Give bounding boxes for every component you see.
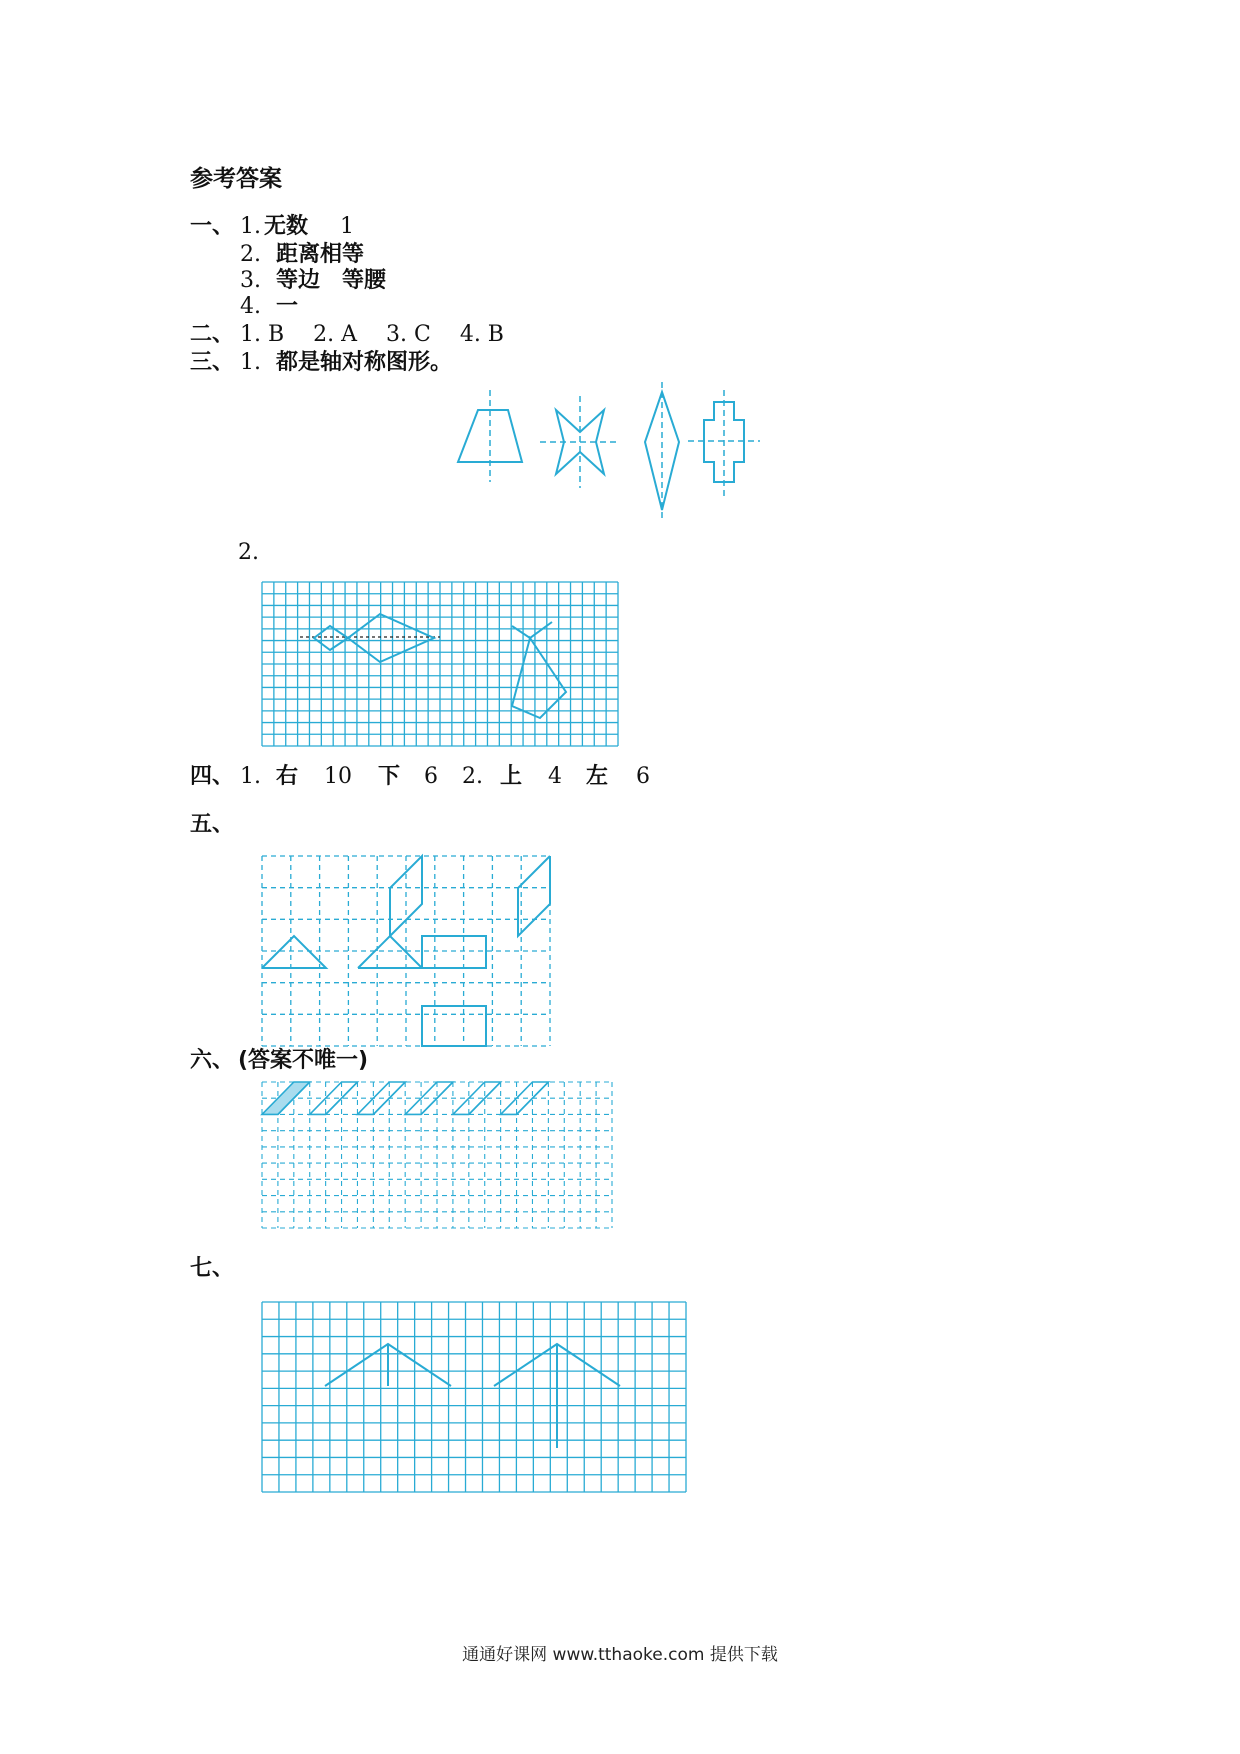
section-4-word-left: 左 [586,764,609,789]
section-7-label: 七、 [190,1256,235,1281]
section-1-q4-number: 4. [240,294,261,319]
bowtie-figure [540,396,620,488]
grid-section-5 [262,856,584,1046]
section-4-word-up: 上 [500,764,523,789]
large-rhombus [348,614,434,662]
section-4-word-down: 下 [378,764,401,789]
triangle-mid [358,936,422,968]
section-4-word-right: 右 [276,764,299,789]
footer-text: 通通好课网 www.tthaoke.com 提供下载 [462,1645,778,1665]
section-1-q2-number: 2. [240,242,261,267]
section-4-number-6b: 6 [636,764,650,789]
section-2-label: 二、 [190,322,235,347]
section-4-p2: 2. [462,764,483,789]
section-1-q1-answer: 无数 [264,214,309,239]
section-6-label: 六、 [190,1048,235,1073]
section-4-p1: 1. [240,764,261,789]
grid-section-3-q2 [262,582,618,746]
section-4-number-10: 10 [324,764,352,789]
section-5-label: 五、 [190,812,235,837]
kite-figure [645,382,679,522]
symmetry-figures [450,390,800,530]
triangle-left [262,936,326,968]
parallelogram-right [518,856,550,936]
section-1-q1-extra: 1 [340,214,354,239]
grid-section-7 [262,1302,686,1492]
square-lower [422,1006,486,1046]
page-title: 参考答案 [190,166,282,192]
trapezoid-figure [458,390,522,482]
section-4-number-6a: 6 [424,764,438,789]
section-6-note: (答案不唯一) [238,1048,369,1073]
cross-figure [688,390,760,496]
section-1-q1-number: 1. [240,214,261,239]
square-upper [422,936,486,968]
v-shape [512,622,552,638]
section-1-q2-answer: 距离相等 [276,242,365,267]
section-4-label: 四、 [190,764,235,789]
small-rhombus [314,626,348,650]
section-1-q3-answer: 等边 等腰 [276,268,387,293]
section-3-q2-number: 2. [238,540,259,565]
pentagon-shape [512,638,566,718]
section-1-q4-answer: 一 [276,294,299,319]
section-1-q3-number: 3. [240,268,261,293]
section-1-label: 一、 [190,214,235,239]
section-3-label: 三、 [190,350,235,375]
section-2-answers: 1. B 2. A 3. C 4. B [240,322,504,347]
section-4-number-4: 4 [548,764,562,789]
section-3-q1-number: 1. [240,350,261,375]
grid-section-6 [262,1082,612,1228]
section-3-q1-answer: 都是轴对称图形。 [276,350,453,375]
